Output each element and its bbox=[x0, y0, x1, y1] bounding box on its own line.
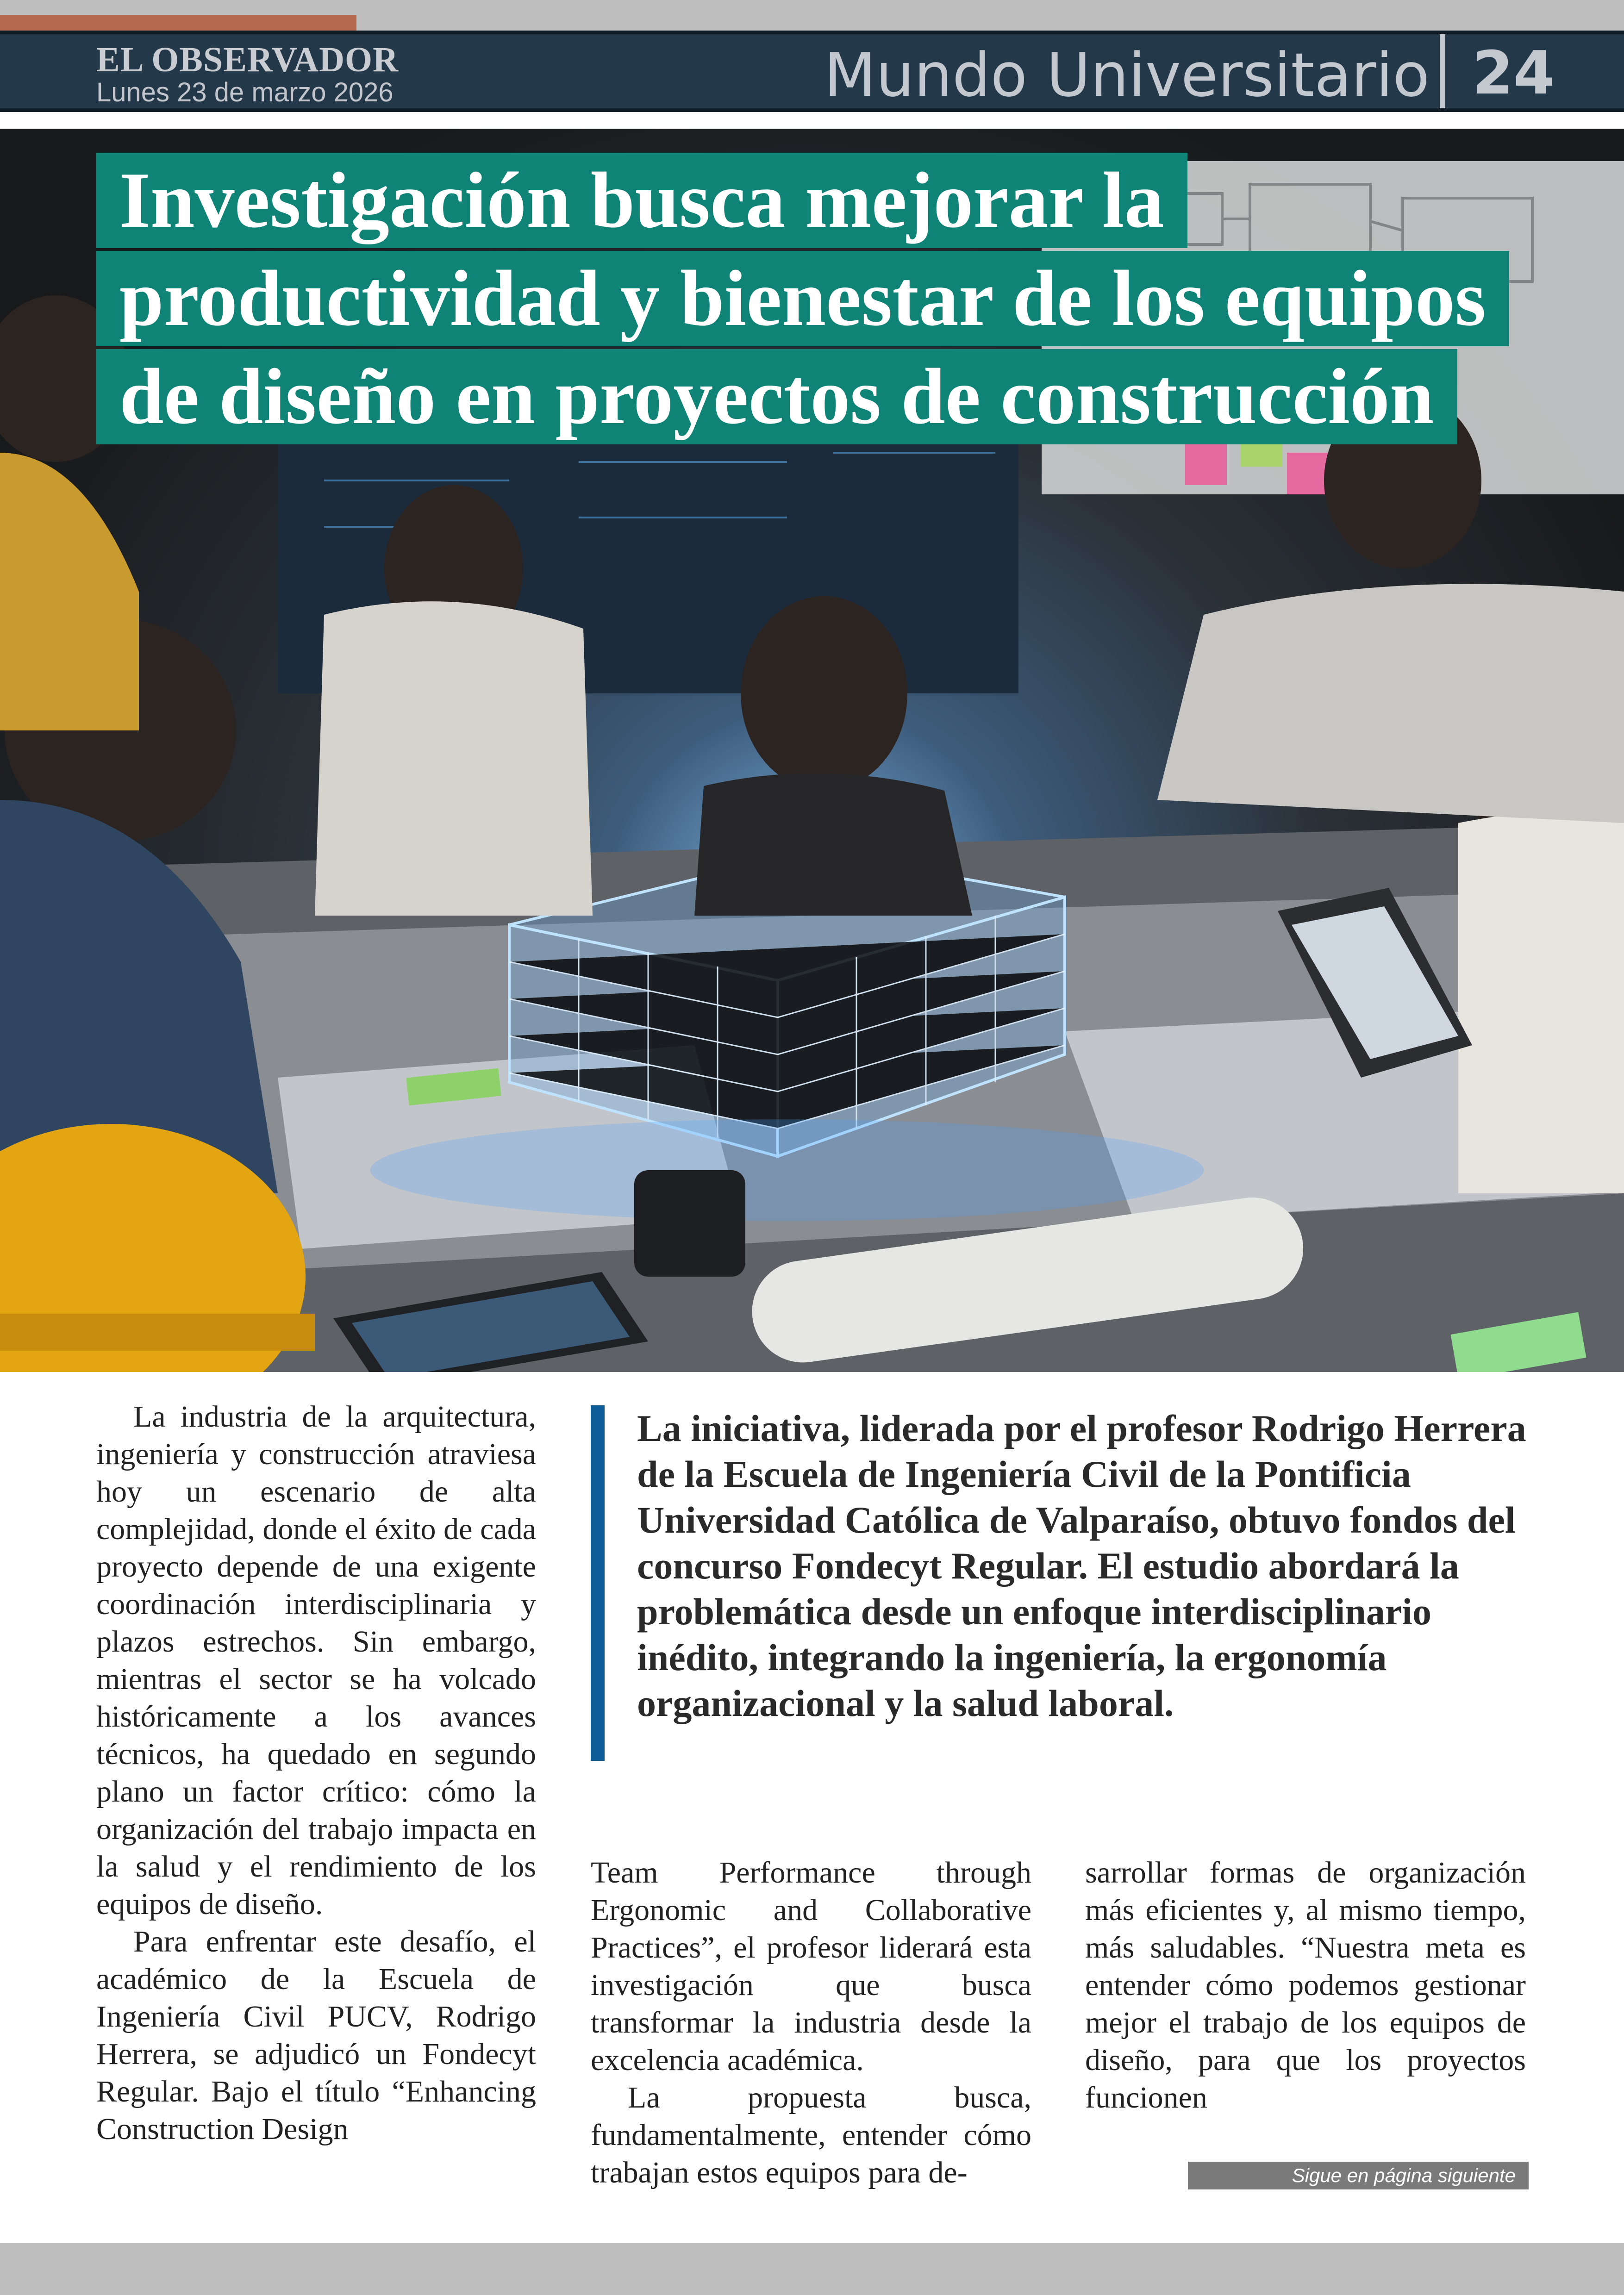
pullquote bbox=[591, 1405, 1544, 1761]
pullquote-text: La iniciativa, liderada por el profesor Rodrigo Herrera de la Escuela de Ingeniería Civil de la Pontificia Universidad Católica de Valparaíso, obtuvo fondos del concurso Fondecyt Regular. El estudio abordará la problemática desde un enfoque interdisciplinario inédito, integrando la ingeniería, la ergonomía organizacional y la salud laboral. bbox=[637, 1407, 1526, 1724]
page-number: 24 bbox=[1472, 39, 1555, 108]
headline-line: Investigación busca mejorar la bbox=[96, 153, 1187, 248]
headline-line: productividad y bienestar de los equipos bbox=[96, 251, 1509, 346]
body-paragraph: La industria de la arquitectura, ingeniería y construcción atraviesa hoy un escenario de alta complejidad, donde el éxito de cada proyecto depende de una exigente coordinación interdisciplinaria y plazos estrechos. Sin embargo, mientras el sector se ha volcado históricamente a los avances técnicos, ha quedado en segundo plano un factor crítico: cómo la organización del trabajo impacta en la salud y el rendimiento de los equipos de diseño. bbox=[96, 1400, 536, 1921]
section-title: Mundo Universitario bbox=[824, 40, 1430, 110]
article-headline bbox=[96, 153, 1509, 447]
body-paragraph: sarrollar formas de organización más eficientes y, al mismo tiempo, más saludables. “Nuestra meta es entender cómo podemos gestionar mejor el trabajo de los equipos de diseño, para que los proyectos funcionen bbox=[1085, 1856, 1526, 2114]
body-column-3 bbox=[1085, 1854, 1526, 2116]
body-paragraph: Team Performance through Ergonomic and Collaborative Practices”, el profesor liderará esta investigación que busca transformar la industria desde la excelencia académica. bbox=[591, 1856, 1031, 2077]
publication-date: Lunes 23 de marzo 2026 bbox=[96, 77, 394, 107]
body-paragraph: Para enfrentar este desafío, el académico de la Escuela de Ingeniería Civil PUCV, Rodrigo Herrera, se adjudicó un Fondecyt Regular. Bajo el título “Enhancing Construction Design bbox=[96, 1925, 536, 2146]
publication-name: EL OBSERVADOR bbox=[96, 40, 399, 79]
accent-strip bbox=[0, 15, 356, 31]
masthead bbox=[0, 31, 1624, 112]
bottom-band bbox=[0, 2243, 1624, 2295]
headline-line: de diseño en proyectos de construcción bbox=[96, 349, 1457, 444]
header-separator bbox=[1440, 34, 1445, 108]
body-column-2 bbox=[591, 1854, 1031, 2191]
continue-link[interactable]: Sigue en página siguiente bbox=[1188, 2162, 1529, 2189]
body-column-1 bbox=[96, 1398, 536, 2148]
body-paragraph: La propuesta busca, fundamentalmente, entender cómo trabajan estos equipos para de- bbox=[591, 2081, 1031, 2189]
